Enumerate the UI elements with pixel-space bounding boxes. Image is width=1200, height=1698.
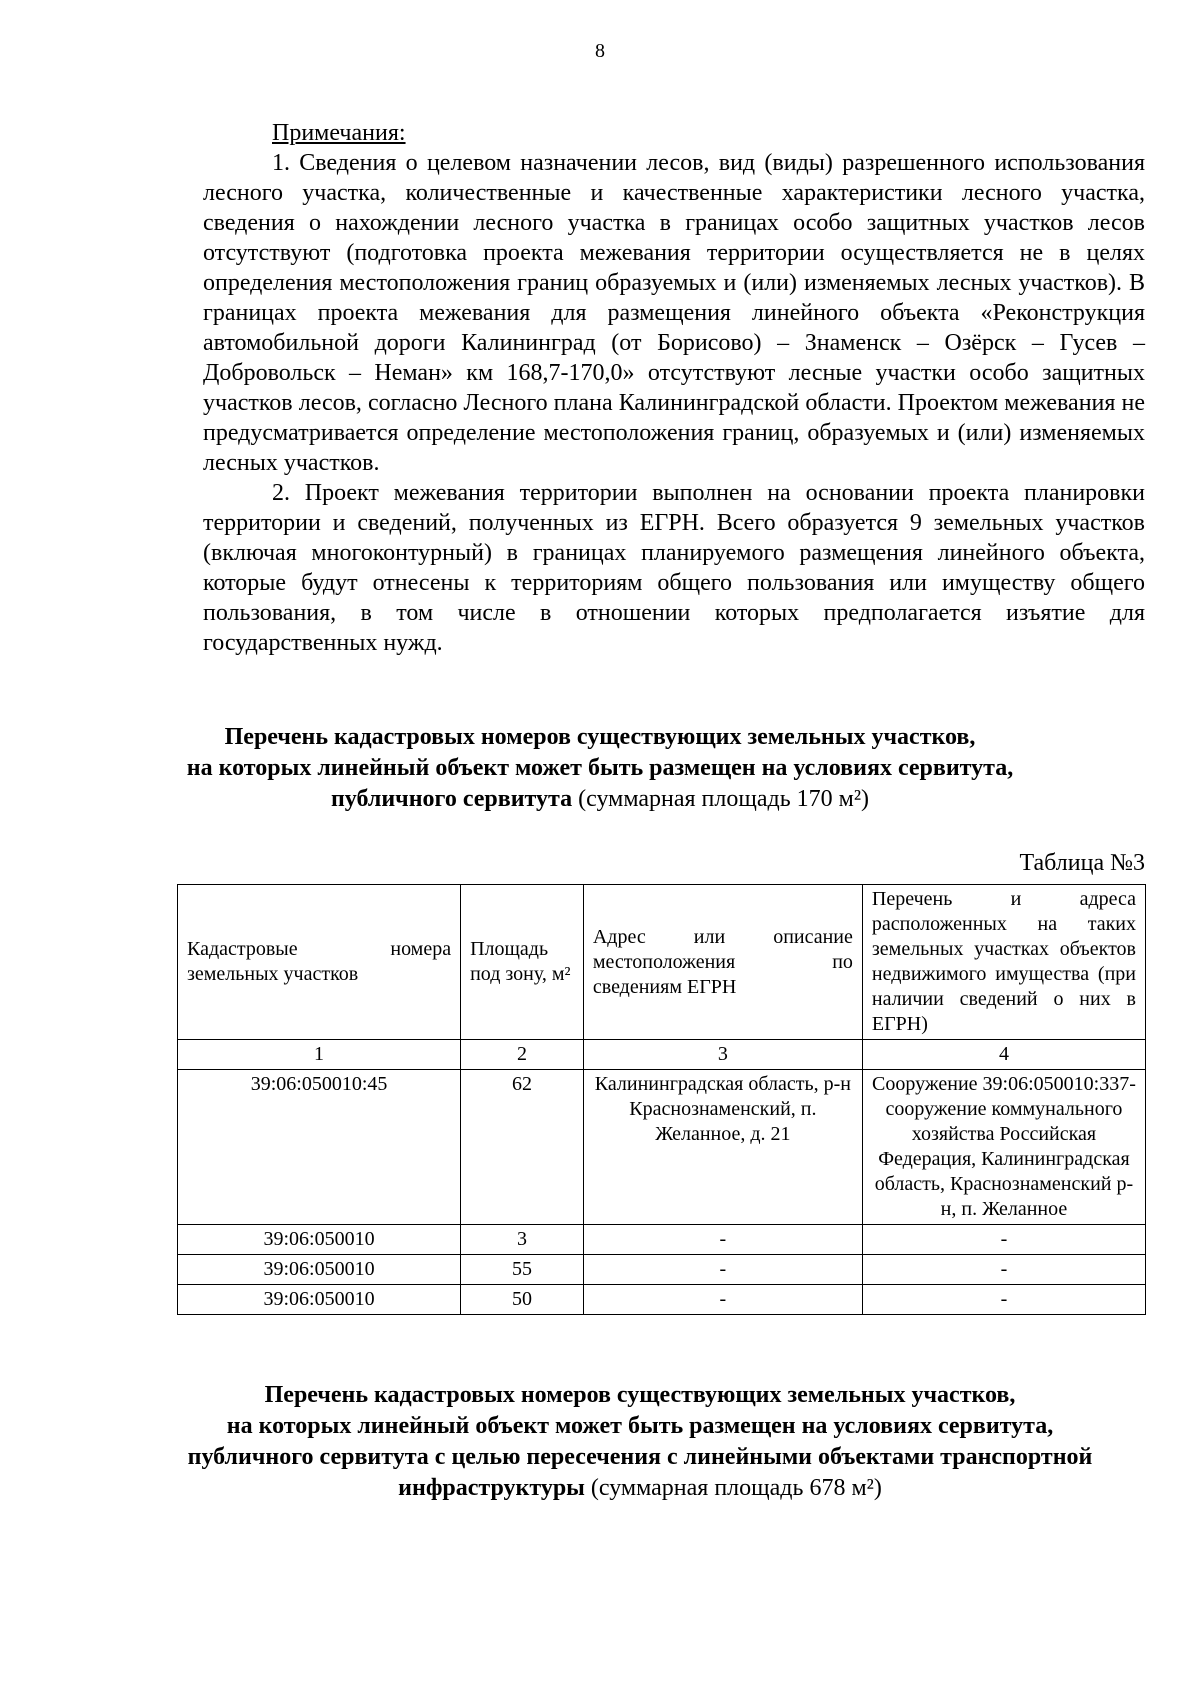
table-3-heading bbox=[150, 722, 1050, 815]
table-number-row bbox=[178, 1040, 1146, 1070]
cell-objects: Сооружение 39:06:050010:337- сооружение коммунального хозяйства Российская Федерация, Калининградская область, Краснознаменский р-н, п. Желанное bbox=[862, 1070, 1145, 1225]
table-row bbox=[178, 1225, 1146, 1255]
table-header-row bbox=[178, 885, 1146, 1040]
header-objects: Перечень и адреса расположенных на таких земельных участках объектов недвижимого имущества (при наличии сведений о них в ЕГРН) bbox=[862, 885, 1145, 1040]
notes-section bbox=[203, 118, 1145, 658]
heading1-line2: на которых линейный объект может быть размещен на условиях сервитута, bbox=[186, 755, 1014, 781]
column-number: 4 bbox=[862, 1040, 1145, 1070]
column-number: 3 bbox=[583, 1040, 862, 1070]
heading1-line1: Перечень кадастровых номеров существующих земельных участков, bbox=[224, 724, 976, 750]
cell-area: 55 bbox=[461, 1255, 584, 1285]
table-row bbox=[178, 1285, 1146, 1315]
notes-paragraph-1: 1. Сведения о целевом назначении лесов, вид (виды) разрешенного использования лесного участка, количественные и качественные характеристики лесного участка, сведения о нахождении лесного участка в границах особо защитных участков лесов отсутствуют (подготовка проекта межевания территории осуществляется не в целях определения местоположения границ образуемых и (или) изменяемых лесных участков). В границах проекта межевания для размещения линейного объекта «Реконструкция автомобильной дороги Калининград (от Борисово) – Знаменск – Озёрск – Гусев – Добровольск – Неман» км 168,7-170,0» отсутствуют лесные участки особо защитных участков лесов, согласно Лесного плана Калининградской области. Проектом межевания не предусматривается определение местоположения границ, образуемых и (или) изменяемых лесных участков. bbox=[203, 150, 1145, 476]
notes-title: Примечания: bbox=[272, 120, 406, 146]
header-area: Площадь под зону, м² bbox=[461, 885, 584, 1040]
heading2-line4-normal: (суммарная площадь 678 м²) bbox=[584, 1475, 882, 1501]
cell-cadastral: 39:06:050010:45 bbox=[178, 1070, 461, 1225]
heading2-line3: публичного сервитута с целью пересечения с линейными объектами транспортной bbox=[187, 1444, 1093, 1470]
column-number: 1 bbox=[178, 1040, 461, 1070]
cell-cadastral: 39:06:050010 bbox=[178, 1255, 461, 1285]
column-number: 2 bbox=[461, 1040, 584, 1070]
cell-objects: - bbox=[862, 1285, 1145, 1315]
table-4-heading bbox=[140, 1380, 1140, 1504]
cell-area: 50 bbox=[461, 1285, 584, 1315]
heading2-line4-bold: инфраструктуры bbox=[398, 1475, 585, 1501]
cell-objects: - bbox=[862, 1255, 1145, 1285]
table-row bbox=[178, 1255, 1146, 1285]
header-cadastral: Кадастровые номера земельных участков bbox=[178, 885, 461, 1040]
table-row bbox=[178, 1070, 1146, 1225]
heading2-line1: Перечень кадастровых номеров существующих земельных участков, bbox=[264, 1382, 1016, 1408]
heading1-line3-bold: публичного сервитута bbox=[330, 786, 573, 812]
table-caption: Таблица №3 bbox=[1019, 850, 1145, 876]
cell-address: Калининградская область, р-н Краснознаменский, п. Желанное, д. 21 bbox=[583, 1070, 862, 1225]
cell-address: - bbox=[583, 1285, 862, 1315]
cell-cadastral: 39:06:050010 bbox=[178, 1225, 461, 1255]
notes-paragraph-2: 2. Проект межевания территории выполнен на основании проекта планировки территории и сведений, полученных из ЕГРН. Всего образуется 9 земельных участков (включая многоконтурный) в границах планируемого размещения линейного объекта, которые будут отнесены к территориям общего пользования или имуществу общего пользования, в том числе в отношении которых предполагается изъятие для государственных нужд. bbox=[203, 480, 1145, 656]
cell-address: - bbox=[583, 1255, 862, 1285]
cell-area: 3 bbox=[461, 1225, 584, 1255]
heading1-line3-normal: (суммарная площадь 170 м²) bbox=[572, 786, 870, 812]
cell-cadastral: 39:06:050010 bbox=[178, 1285, 461, 1315]
cell-objects: - bbox=[862, 1225, 1145, 1255]
cadastral-table bbox=[177, 884, 1146, 1315]
header-address: Адрес или описание местоположения по сведениям ЕГРН bbox=[583, 885, 862, 1040]
page-number: 8 bbox=[595, 40, 605, 62]
cell-address: - bbox=[583, 1225, 862, 1255]
heading2-line2: на которых линейный объект может быть размещен на условиях сервитута, bbox=[226, 1413, 1054, 1439]
cell-area: 62 bbox=[461, 1070, 584, 1225]
